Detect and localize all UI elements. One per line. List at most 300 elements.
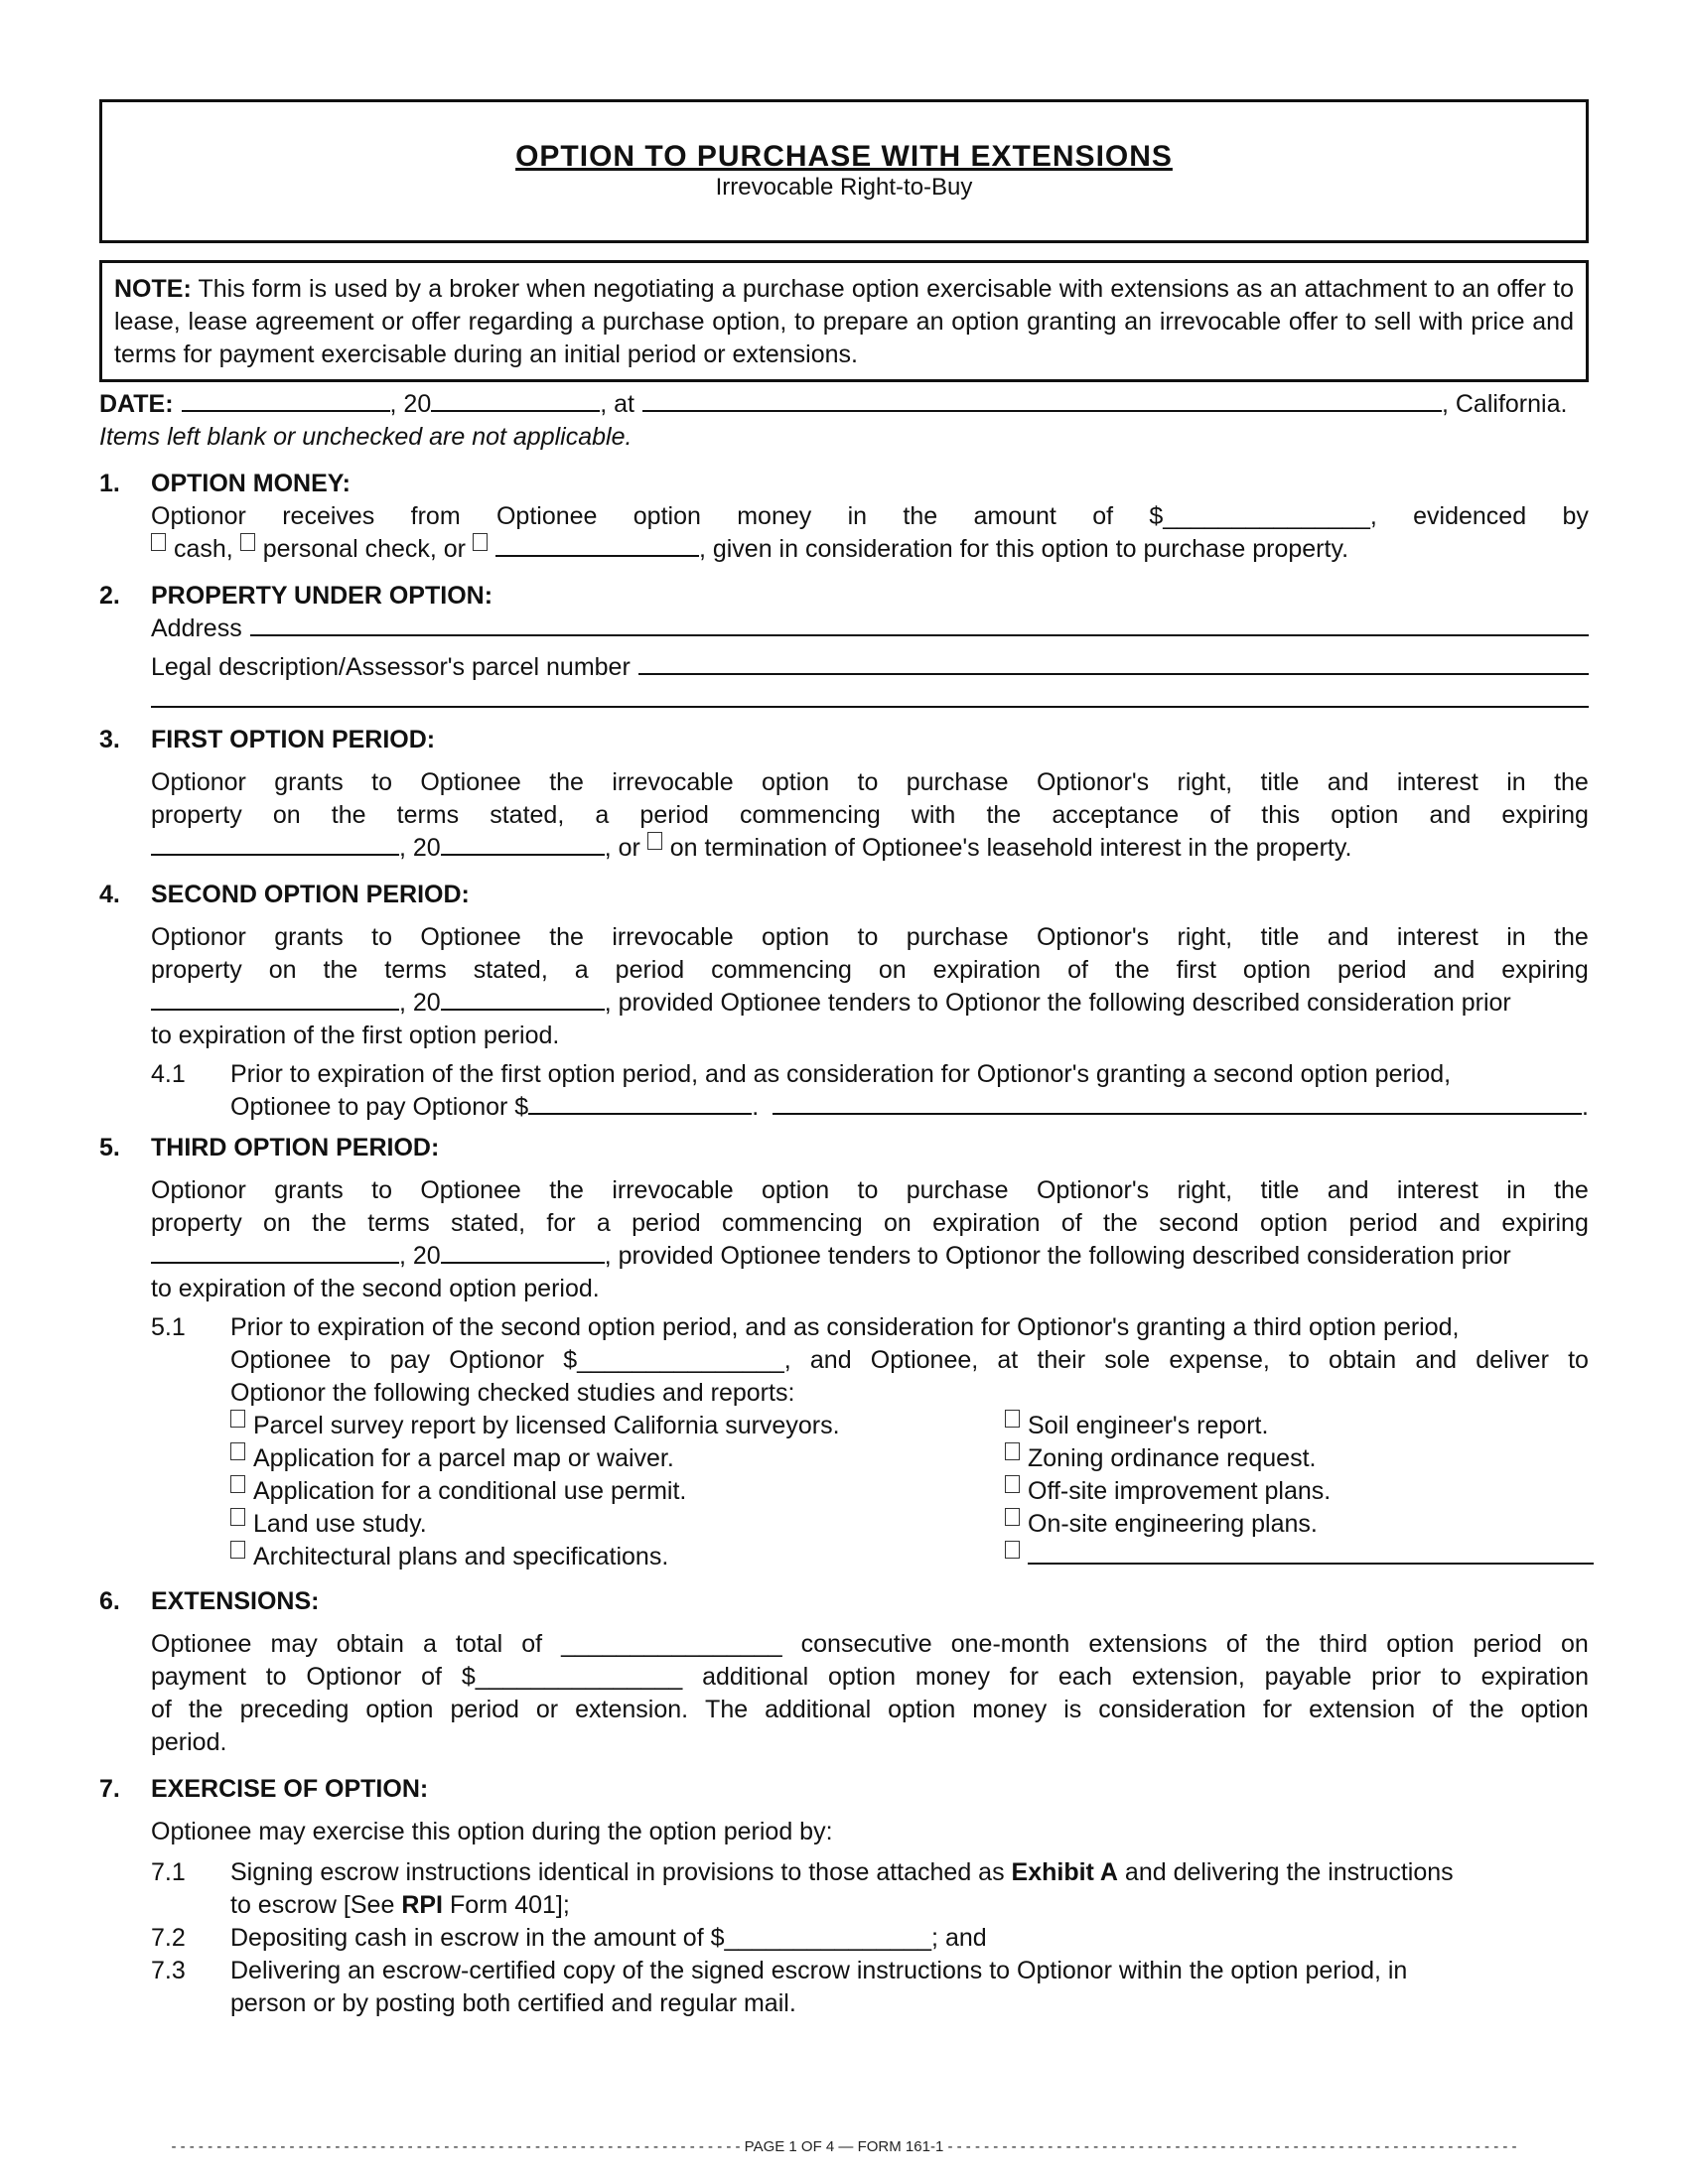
word: stated,: [473, 956, 548, 984]
word: and: [1327, 768, 1369, 796]
word: grants: [274, 923, 344, 951]
s5-sub-line3: Optionor the following checked studies and reports:: [230, 1379, 795, 1407]
date-label: DATE:: [99, 390, 174, 418]
word: title: [1260, 768, 1300, 796]
word: of: [1060, 1209, 1082, 1237]
study-checkbox[interactable]: [1005, 1508, 1020, 1526]
word: a: [595, 801, 610, 829]
study-checkbox[interactable]: [230, 1541, 245, 1559]
section-title: SECOND OPTION PERIOD:: [151, 881, 470, 908]
study-label: Architectural plans and specifications.: [253, 1543, 669, 1570]
footer-rule-right: - - - - - - - - - - - - - - - - - - - - - - - - - - - - - - - - - - - - - - - - - - - - - - - - - - - - - - - - - - - - - - -: [947, 2138, 1517, 2155]
word: the: [323, 956, 358, 984]
word: to: [265, 1663, 287, 1691]
third-expiry-year-field[interactable]: [441, 1240, 605, 1264]
section-option-money: [99, 468, 1589, 566]
word: The: [705, 1696, 749, 1723]
word: to: [857, 923, 879, 951]
s4-line3: [151, 987, 1589, 1020]
word: Optionee: [230, 1346, 332, 1374]
word: the: [312, 1209, 347, 1237]
word: the: [549, 768, 584, 796]
word: Optionee: [420, 1176, 521, 1204]
title-box: [99, 99, 1589, 243]
cash-label: cash,: [174, 535, 233, 563]
word: irrevocable: [612, 1176, 734, 1204]
study-checkbox[interactable]: [1005, 1442, 1020, 1460]
s6-line1: [151, 1628, 1589, 1661]
word: expiration: [1480, 1663, 1589, 1691]
word: irrevocable: [612, 768, 734, 796]
section-extensions: [99, 1585, 1589, 1759]
word: additional: [765, 1696, 872, 1723]
word: the: [1554, 768, 1589, 796]
word: on: [268, 956, 297, 984]
word: this: [1261, 801, 1301, 829]
word: expense,: [1169, 1346, 1270, 1374]
study-label: Land use study.: [253, 1510, 427, 1538]
word: Optionee: [420, 923, 521, 951]
word: on: [272, 801, 301, 829]
study-label: Soil engineer's report.: [1028, 1412, 1269, 1439]
study-checkbox[interactable]: [1005, 1541, 1020, 1559]
word: third: [1319, 1630, 1368, 1658]
note-box: [99, 260, 1589, 382]
word: and: [1327, 923, 1369, 951]
word: for: [546, 1209, 576, 1237]
legal-label: Legal description/Assessor's parcel number: [151, 653, 631, 681]
word: to: [371, 1176, 392, 1204]
studies-list: [230, 1410, 1589, 1573]
s4-sub-line1: Prior to expiration of the first option period, and as consideration for Optionor's granting a second option period,: [230, 1060, 1452, 1088]
word: in: [847, 502, 868, 530]
s7-i3-line2: person or by posting both certified and regular mail.: [230, 1989, 796, 2017]
section-title: EXTENSIONS:: [151, 1587, 320, 1615]
word: Optionor: [306, 1663, 402, 1691]
word: each: [1057, 1663, 1113, 1691]
study-item: [1005, 1442, 1601, 1475]
word: for: [1262, 1696, 1293, 1723]
study-label: On-site engineering plans.: [1028, 1510, 1318, 1538]
word: expiring: [1501, 801, 1589, 829]
word: receives: [282, 502, 375, 530]
study-item: [1005, 1475, 1601, 1508]
word: purchase: [906, 1176, 1009, 1204]
word: for: [1009, 1663, 1039, 1691]
word: option: [633, 502, 701, 530]
study-checkbox[interactable]: [1005, 1475, 1020, 1493]
word: extensions: [1088, 1630, 1207, 1658]
s7-intro: Optionee may exercise this option during the option period by:: [151, 1818, 833, 1845]
study-item-other: [1005, 1541, 1601, 1573]
word: may: [270, 1630, 318, 1658]
word: purchase: [906, 768, 1009, 796]
word: is: [1063, 1696, 1082, 1723]
word: obtain: [1329, 1346, 1397, 1374]
s7-item-7-2: [151, 1922, 1589, 1955]
word: of: [151, 1696, 172, 1723]
second-option-terms-field[interactable]: [773, 1091, 1582, 1115]
word: option: [1520, 1696, 1589, 1723]
word: right,: [1177, 768, 1233, 796]
word: of: [1092, 502, 1114, 530]
word: the: [549, 1176, 584, 1204]
word: ________________: [561, 1630, 782, 1658]
s4-line1: [151, 921, 1589, 954]
section-number: 5.: [99, 1134, 120, 1161]
study-item: [230, 1410, 1005, 1442]
s4-line2: [151, 954, 1589, 987]
word: Optionor's: [1036, 923, 1150, 951]
word: first: [1176, 956, 1216, 984]
year-prefix: , 20: [389, 390, 432, 418]
s6-line3: [151, 1694, 1589, 1726]
year-prefix: , 20: [399, 834, 441, 862]
second-option-consideration-field[interactable]: [528, 1091, 752, 1115]
word: grants: [274, 1176, 344, 1204]
word: to: [371, 768, 392, 796]
first-expiry-date-field[interactable]: [151, 832, 399, 856]
word: option: [1386, 1630, 1455, 1658]
first-expiry-year-field[interactable]: [441, 832, 605, 856]
s7-i1-ref-end: Form 401];: [443, 1891, 570, 1919]
word: option: [1260, 1209, 1329, 1237]
word: expiring: [1501, 956, 1589, 984]
study-checkbox[interactable]: [230, 1508, 245, 1526]
form-page: [99, 99, 1589, 2020]
word: preceding: [239, 1696, 350, 1723]
s3-line3: [151, 832, 1589, 865]
word: period: [1473, 1630, 1542, 1658]
second-expiry-year-field[interactable]: [441, 987, 605, 1011]
word: option: [1331, 801, 1399, 829]
note-text: This form is used by a broker when negotiating a purchase option exercisable with extensions as an attachment to an offer to lease, lease agreement or offer regarding a purchase option, to prepare an option granting an irrevocable offer to sell with price and terms for payment exercisable during an initial period or extensions.: [114, 275, 1574, 368]
subsection-number: 5.1: [151, 1313, 186, 1341]
word: expiration: [932, 1209, 1041, 1237]
word: Optionee: [151, 1630, 252, 1658]
word: period: [1348, 1209, 1418, 1237]
s5-line3: [151, 1240, 1589, 1273]
word: expiring: [1501, 1209, 1589, 1237]
study-item: [230, 1508, 1005, 1541]
word: Optionor: [151, 502, 246, 530]
section-title: EXERCISE OF OPTION:: [151, 1775, 429, 1803]
s1-tail: , given in consideration for this option to purchase property.: [698, 535, 1349, 563]
word: in: [1506, 1176, 1526, 1204]
word: of: [421, 1663, 442, 1691]
word: in: [1506, 923, 1526, 951]
word: their: [1037, 1346, 1086, 1374]
s5-sub-line1: Prior to expiration of the second option period, and as consideration for Optionor's granting a third option period,: [230, 1313, 1460, 1341]
word: expiration: [932, 956, 1042, 984]
word: period: [632, 1209, 701, 1237]
word: deliver: [1476, 1346, 1549, 1374]
word: Optionor's: [1036, 1176, 1150, 1204]
other-checkbox[interactable]: [473, 533, 488, 551]
legal-field-2[interactable]: [151, 684, 1589, 708]
word: extension,: [1131, 1663, 1245, 1691]
study-label: Application for a conditional use permit.: [253, 1477, 687, 1505]
section-number: 7.: [99, 1775, 120, 1803]
word: interest: [1396, 768, 1478, 796]
word: of: [521, 1630, 543, 1658]
word: second: [1159, 1209, 1239, 1237]
section-property: [99, 580, 1589, 708]
word: $_______________,: [563, 1346, 791, 1374]
word: the: [903, 502, 938, 530]
s5-line3-tail: , provided Optionee tenders to Optionor the following described consideration prior: [604, 1242, 1511, 1270]
check-checkbox[interactable]: [240, 533, 255, 551]
word: $_______________,: [1149, 502, 1377, 530]
word: period: [639, 801, 709, 829]
word: right,: [1177, 923, 1233, 951]
word: the: [1469, 1696, 1504, 1723]
study-item: [1005, 1410, 1601, 1442]
s5-line4: to expiration of the second option period.: [151, 1275, 600, 1302]
state-label: , California.: [1441, 390, 1568, 418]
word: option: [762, 923, 830, 951]
rpi-label: RPI: [401, 1891, 443, 1919]
word: money: [737, 502, 812, 530]
word: commencing: [721, 1209, 863, 1237]
word: the: [1114, 956, 1150, 984]
word: or: [535, 1696, 559, 1723]
s3-line1: [151, 766, 1589, 799]
word: amount: [973, 502, 1056, 530]
subsection-number: 7.1: [151, 1858, 186, 1886]
s5-sub-5-1: [151, 1311, 1589, 1410]
section-number: 4.: [99, 881, 120, 908]
section-second-option: [99, 879, 1589, 1124]
legal-field[interactable]: [638, 651, 1589, 675]
study-label: Application for a parcel map or waiver.: [253, 1444, 674, 1472]
word: Optionor: [151, 768, 246, 796]
word: the: [1265, 1630, 1301, 1658]
word: pay: [389, 1346, 431, 1374]
s6-line2: [151, 1661, 1589, 1694]
word: in: [1506, 768, 1526, 796]
word: on: [1561, 1630, 1589, 1658]
word: and: [1433, 956, 1476, 984]
word: option: [1242, 956, 1312, 984]
word: by: [1562, 502, 1589, 530]
word: and: [1415, 1346, 1458, 1374]
word: option: [365, 1696, 434, 1723]
word: money: [972, 1696, 1048, 1723]
word: period: [450, 1696, 519, 1723]
word: terms: [367, 1209, 430, 1237]
word: Optionor: [151, 1176, 246, 1204]
section-title: PROPERTY UNDER OPTION:: [151, 582, 493, 610]
s7-item-7-3: [151, 1955, 1589, 2020]
s6-line4: period.: [151, 1728, 227, 1756]
section-number: 1.: [99, 470, 120, 497]
word: one-month: [950, 1630, 1070, 1658]
year-field[interactable]: [431, 388, 600, 412]
subsection-number: 7.2: [151, 1924, 186, 1952]
s7-item-7-1: [151, 1856, 1589, 1922]
word: on: [884, 1209, 912, 1237]
date-line: [99, 388, 1589, 421]
blank-note: Items left blank or unchecked are not applicable.: [99, 423, 633, 451]
word: to: [1568, 1346, 1589, 1374]
other-payment-field[interactable]: [495, 533, 699, 557]
period-mark: .: [1582, 1093, 1589, 1121]
form-title: OPTION TO PURCHASE WITH EXTENSIONS: [515, 140, 1173, 173]
word: extension: [1309, 1696, 1416, 1723]
word: commencing: [711, 956, 852, 984]
word: stated,: [490, 801, 565, 829]
word: period: [615, 956, 685, 984]
word: title: [1260, 1176, 1300, 1204]
word: to: [857, 1176, 879, 1204]
word: additional: [702, 1663, 809, 1691]
section-exercise: [99, 1773, 1589, 2020]
word: period: [1337, 956, 1407, 984]
s7-i1-ref: to escrow [See: [230, 1891, 402, 1919]
s7-i3-line1: Delivering an escrow-certified copy of the signed escrow instructions to Optionor within the option period, in: [230, 1957, 1408, 1984]
word: Optionee: [495, 502, 598, 530]
word: with: [911, 801, 956, 829]
section-first-option: [99, 724, 1589, 865]
city-field[interactable]: [642, 388, 1442, 412]
word: property: [151, 956, 242, 984]
word: of: [1209, 801, 1231, 829]
s4-sub-line2: Optionee to pay Optionor $: [230, 1093, 529, 1121]
word: obtain: [336, 1630, 404, 1658]
word: interest: [1396, 1176, 1478, 1204]
cash-checkbox[interactable]: [151, 533, 166, 551]
word: the: [188, 1696, 223, 1723]
section-number: 2.: [99, 582, 120, 610]
word: grants: [274, 768, 344, 796]
study-checkbox[interactable]: [230, 1410, 245, 1428]
lease-termination-checkbox[interactable]: [647, 832, 662, 850]
word: terms: [396, 801, 460, 829]
word: acceptance: [1052, 801, 1180, 829]
word: a: [422, 1630, 437, 1658]
study-label: Off-site improvement plans.: [1028, 1477, 1332, 1505]
word: a: [596, 1209, 611, 1237]
word: prior: [1371, 1663, 1422, 1691]
section-title: OPTION MONEY:: [151, 470, 351, 497]
year-prefix: , 20: [399, 989, 441, 1017]
word: and: [1439, 1209, 1480, 1237]
word: option: [888, 1696, 956, 1723]
other-study-field[interactable]: [1028, 1541, 1594, 1565]
word: and: [1327, 1176, 1369, 1204]
word: extension.: [575, 1696, 689, 1723]
word: from: [410, 502, 461, 530]
or-label: , or: [604, 834, 640, 862]
date-field[interactable]: [182, 388, 390, 412]
word: payable: [1264, 1663, 1352, 1691]
section-third-option: [99, 1132, 1589, 1573]
word: the: [331, 801, 366, 829]
word: Optionee: [420, 768, 521, 796]
word: of: [1432, 1696, 1453, 1723]
s1-line1: [151, 500, 1589, 533]
word: and: [809, 1346, 852, 1374]
word: to: [1440, 1663, 1462, 1691]
word: total: [455, 1630, 503, 1658]
study-checkbox[interactable]: [230, 1475, 245, 1493]
word: Optionor: [449, 1346, 545, 1374]
word: to: [371, 923, 392, 951]
word: commencing: [740, 801, 881, 829]
section-title: THIRD OPTION PERIOD:: [151, 1134, 440, 1161]
check-label: personal check, or: [262, 535, 466, 563]
s4-line4: to expiration of the first option period.: [151, 1022, 560, 1049]
word: option: [827, 1663, 897, 1691]
word: $_______________: [461, 1663, 683, 1691]
address-label: Address: [151, 614, 242, 642]
second-expiry-date-field[interactable]: [151, 987, 399, 1011]
subsection-number: 7.3: [151, 1957, 186, 1984]
s4-line3-tail: , provided Optionee tenders to Optionor the following described consideration prior: [604, 989, 1511, 1017]
word: sole: [1104, 1346, 1151, 1374]
s7-i2-text: Depositing cash in escrow in the amount of $_______________; and: [230, 1924, 987, 1952]
word: option: [762, 768, 830, 796]
word: consecutive: [800, 1630, 932, 1658]
section-number: 3.: [99, 726, 120, 753]
footer-text: PAGE 1 OF 4 — FORM 161-1: [740, 2138, 948, 2155]
study-label: Zoning ordinance request.: [1028, 1444, 1317, 1472]
word: Optionor: [151, 923, 246, 951]
word: on: [263, 1209, 291, 1237]
s5-line1: [151, 1174, 1589, 1207]
word: of: [1067, 956, 1088, 984]
study-checkbox[interactable]: [1005, 1410, 1020, 1428]
s7-i1-text: Signing escrow instructions identical in provisions to those attached as: [230, 1858, 1012, 1886]
word: on: [878, 956, 907, 984]
word: terms: [384, 956, 447, 984]
s5-sub-line2: [230, 1344, 1589, 1377]
word: Optionee,: [870, 1346, 979, 1374]
word: a: [574, 956, 589, 984]
word: property: [151, 1209, 242, 1237]
word: of: [1225, 1630, 1247, 1658]
word: at: [997, 1346, 1019, 1374]
word: payment: [151, 1663, 246, 1691]
address-field[interactable]: [250, 613, 1589, 636]
year-prefix: , 20: [399, 1242, 441, 1270]
s5-line2: [151, 1207, 1589, 1240]
section-title: FIRST OPTION PERIOD:: [151, 726, 436, 753]
study-item: [1005, 1508, 1601, 1541]
study-item: [230, 1475, 1005, 1508]
word: interest: [1396, 923, 1478, 951]
word: the: [1554, 923, 1589, 951]
word: the: [1554, 1176, 1589, 1204]
word: to: [1289, 1346, 1310, 1374]
word: title: [1260, 923, 1300, 951]
word: the: [986, 801, 1022, 829]
word: money: [914, 1663, 990, 1691]
footer-rule-left: - - - - - - - - - - - - - - - - - - - - - - - - - - - - - - - - - - - - - - - - - - - - - - - - - - - - - - - - - - - - - - -: [171, 2138, 741, 2155]
word: irrevocable: [612, 923, 734, 951]
s7-i1-text-end: and delivering the instructions: [1117, 1858, 1454, 1886]
word: the: [549, 923, 584, 951]
study-checkbox[interactable]: [230, 1442, 245, 1460]
page-footer: [99, 2130, 1589, 2163]
s3-tail: on termination of Optionee's leasehold interest in the property.: [669, 834, 1352, 862]
word: right,: [1177, 1176, 1233, 1204]
third-expiry-date-field[interactable]: [151, 1240, 399, 1264]
word: to: [350, 1346, 371, 1374]
word: stated,: [451, 1209, 526, 1237]
word: property: [151, 801, 242, 829]
